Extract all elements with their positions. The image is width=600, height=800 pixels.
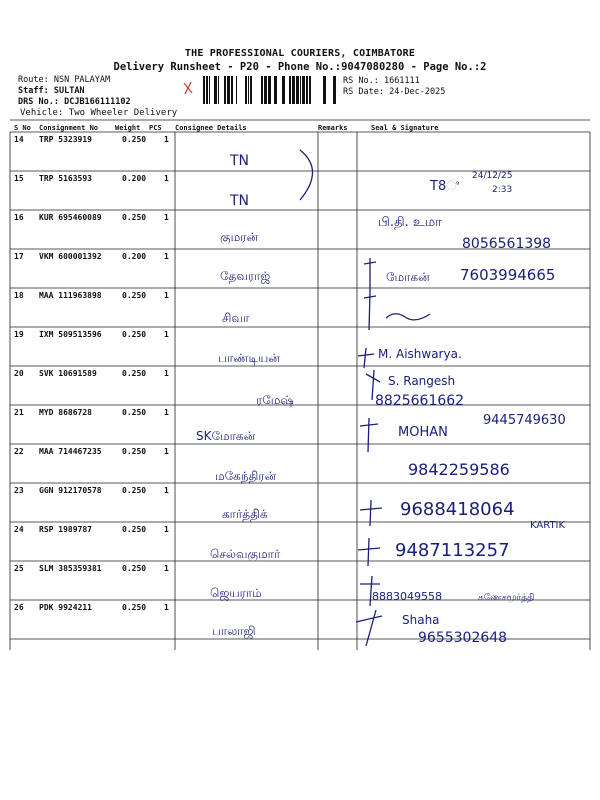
cell-pcs: 1 bbox=[164, 525, 169, 534]
cell-weight: 0.250 bbox=[122, 213, 147, 222]
hw-r14-time: 2:33 bbox=[492, 185, 513, 195]
cell-sno: 15 bbox=[14, 174, 24, 183]
cell-consignment: IXM 509513596 bbox=[39, 330, 102, 339]
cell-sno: 14 bbox=[14, 135, 24, 144]
cell-pcs: 1 bbox=[164, 291, 169, 300]
hw-r16-consignee: குமரன் bbox=[220, 230, 259, 244]
hw-r19-sig: M. Aishwarya. bbox=[378, 347, 462, 361]
cell-sno: 19 bbox=[14, 330, 24, 339]
cell-pcs: 1 bbox=[164, 369, 169, 378]
cell-consignment: MAA 714467235 bbox=[39, 447, 102, 456]
cell-weight: 0.250 bbox=[122, 564, 147, 573]
cell-weight: 0.250 bbox=[122, 135, 147, 144]
hw-r14-date: 24/12/25 bbox=[472, 171, 513, 181]
cell-sno: 23 bbox=[14, 486, 24, 495]
cell-weight: 0.250 bbox=[122, 408, 147, 417]
cell-weight: 0.250 bbox=[122, 447, 147, 456]
runsheet-subtitle: Delivery Runsheet - P20 - Phone No.:9047080280 - Page No.:2 bbox=[113, 61, 487, 73]
cell-pcs: 1 bbox=[164, 447, 169, 456]
cell-consignment: TRP 5163593 bbox=[39, 174, 92, 183]
col-consignee: Consignee Details bbox=[175, 124, 247, 132]
cell-weight: 0.250 bbox=[122, 291, 147, 300]
vehicle-line: Vehicle: Two Wheeler Delivery bbox=[20, 108, 178, 118]
cell-sno: 16 bbox=[14, 213, 24, 222]
hw-r20-phone: 8825661662 bbox=[375, 393, 465, 409]
hw-r17-sig: மோகன் bbox=[386, 270, 430, 284]
hw-r15-consignee: TN bbox=[230, 193, 250, 209]
hw-r25-consignee: ஜெயராம் bbox=[210, 586, 262, 600]
cell-sno: 22 bbox=[14, 447, 24, 456]
hw-r21-phone: 9445749630 bbox=[483, 413, 566, 428]
hw-r26-consignee: பாலாஜி bbox=[212, 624, 256, 638]
cell-consignment: PDK 9924211 bbox=[39, 603, 92, 612]
hw-r24-consignee: செல்வகுமார் bbox=[210, 547, 281, 561]
cell-weight: 0.250 bbox=[122, 369, 147, 378]
hw-r22-consignee: மகேந்திரன் bbox=[215, 469, 277, 483]
cell-consignment: TRP 5323919 bbox=[39, 135, 92, 144]
cell-consignment: SLM 385359381 bbox=[39, 564, 102, 573]
cell-pcs: 1 bbox=[164, 135, 169, 144]
cell-weight: 0.200 bbox=[122, 252, 147, 261]
col-seal: Seal & Signature bbox=[371, 124, 439, 132]
hw-r23-phone: 9688418064 bbox=[400, 499, 515, 520]
hw-r17-consignee: தேவராஜ் bbox=[220, 269, 271, 283]
company-title: THE PROFESSIONAL COURIERS, COIMBATORE bbox=[184, 48, 416, 59]
cell-consignment: RSP 1989787 bbox=[39, 525, 92, 534]
cell-pcs: 1 bbox=[164, 174, 169, 183]
hw-r25-phone: 8883049558 bbox=[372, 590, 442, 603]
route-line: Route: NSN PALAYAM bbox=[18, 75, 111, 85]
cell-consignment: SVK 10691589 bbox=[39, 369, 97, 378]
col-pcs: PCS bbox=[149, 124, 162, 132]
hw-r17-phone: 7603994665 bbox=[460, 266, 556, 284]
hw-r14-consignee: TN bbox=[230, 153, 250, 169]
cell-sno: 20 bbox=[14, 369, 24, 378]
hw-r21-sig: MOHAN bbox=[398, 425, 448, 440]
cell-sno: 25 bbox=[14, 564, 24, 573]
cell-weight: 0.250 bbox=[122, 486, 147, 495]
hw-r19-consignee: பாண்டியன் bbox=[218, 351, 280, 365]
hw-r18-consignee: சிவா bbox=[222, 311, 250, 325]
cell-pcs: 1 bbox=[164, 603, 169, 612]
remark-ticks bbox=[356, 258, 382, 646]
hw-r25-name: கணேசமூர்த்தி bbox=[478, 593, 535, 603]
hw-r14-sig-scribble: T8ಿ bbox=[430, 179, 459, 194]
hw-r20-sig: S. Rangesh bbox=[388, 374, 456, 388]
cell-sno: 18 bbox=[14, 291, 24, 300]
cell-sno: 24 bbox=[14, 525, 24, 534]
cell-weight: 0.250 bbox=[122, 525, 147, 534]
rs-date-line: RS Date: 24-Dec-2025 bbox=[343, 87, 446, 97]
cell-pcs: 1 bbox=[164, 486, 169, 495]
col-remarks: Remarks bbox=[318, 124, 348, 132]
cell-sno: 26 bbox=[14, 603, 24, 612]
col-sno: S No bbox=[14, 124, 31, 132]
cell-consignment: KUR 695460089 bbox=[39, 213, 102, 222]
cell-weight: 0.250 bbox=[122, 603, 147, 612]
staff-line: Staff: SULTAN bbox=[18, 86, 85, 96]
cell-pcs: 1 bbox=[164, 213, 169, 222]
col-consignment: Consignment No bbox=[39, 124, 99, 132]
cell-weight: 0.250 bbox=[122, 330, 147, 339]
cell-weight: 0.200 bbox=[122, 174, 147, 183]
hw-r22-phone: 9842259586 bbox=[408, 460, 510, 479]
cell-consignment: MYD 8686728 bbox=[39, 408, 92, 417]
hw-r21-consignee: SKமோகன் bbox=[196, 429, 256, 443]
cell-sno: 21 bbox=[14, 408, 24, 417]
hw-r26-phone: 9655302648 bbox=[418, 630, 508, 646]
hw-r24-phone: 9487113257 bbox=[395, 540, 510, 561]
hw-r16-sig: பி.தி. உமா bbox=[378, 215, 442, 230]
hw-r16-phone: 8056561398 bbox=[462, 236, 552, 252]
rs-no-line: RS No.: 1661111 bbox=[343, 76, 420, 86]
hw-r23-name: KARTIK bbox=[530, 520, 566, 531]
cell-consignment: GGN 912170578 bbox=[39, 486, 102, 495]
cell-pcs: 1 bbox=[164, 252, 169, 261]
cell-sno: 17 bbox=[14, 252, 24, 261]
cell-consignment: VKM 600001392 bbox=[39, 252, 102, 261]
cell-pcs: 1 bbox=[164, 408, 169, 417]
drs-line: DRS No.: DCJB166111102 bbox=[18, 97, 131, 107]
hw-r23-consignee: கார்த்திக் bbox=[222, 507, 268, 521]
hw-r20-consignee: ரமேஷ் bbox=[256, 393, 294, 407]
cell-pcs: 1 bbox=[164, 564, 169, 573]
col-weight: Weight bbox=[115, 124, 141, 132]
cell-consignment: MAA 111963898 bbox=[39, 291, 102, 300]
hw-r26-sig: Shaha bbox=[402, 613, 440, 627]
cell-pcs: 1 bbox=[164, 330, 169, 339]
